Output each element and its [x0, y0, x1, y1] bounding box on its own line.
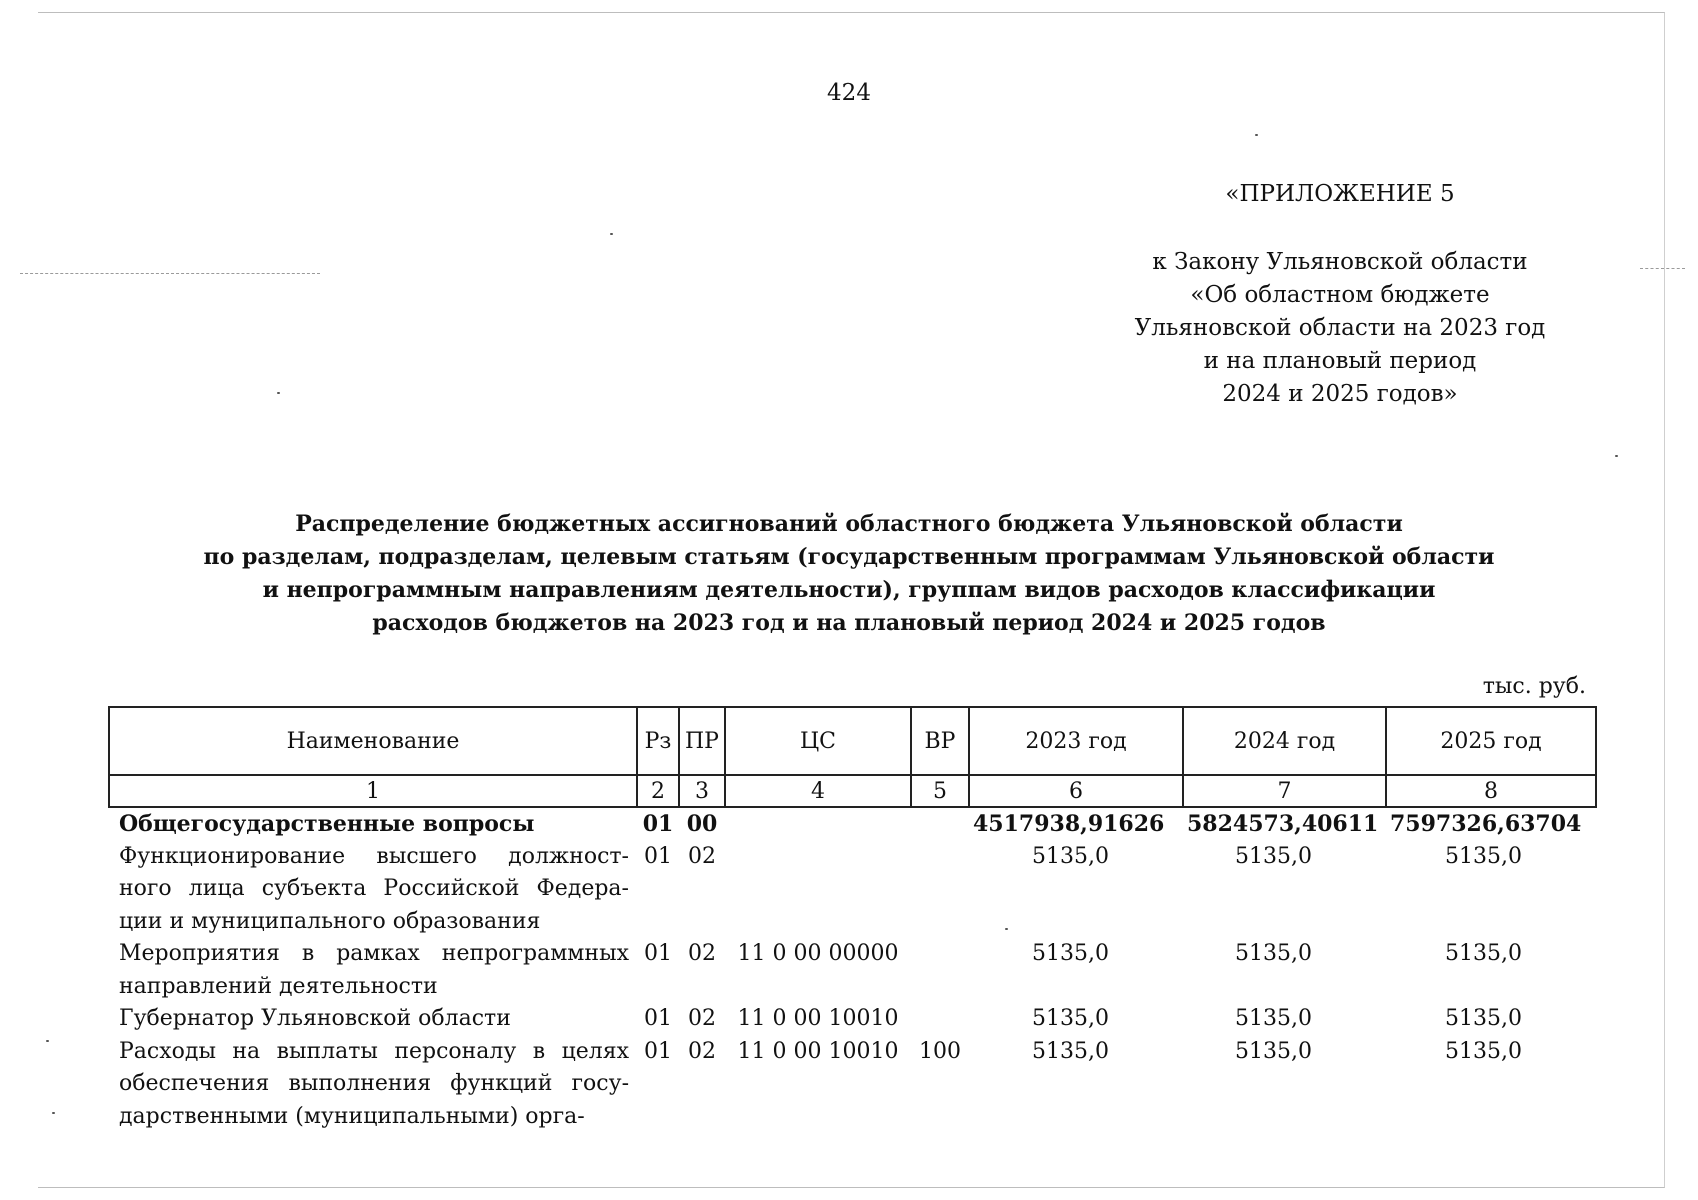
row-2025: 7597326,63704	[1390, 811, 1582, 837]
header-pr: ПР	[679, 707, 725, 775]
row-pr: 02	[688, 941, 716, 966]
appendix-subtitle-line: и на плановый период	[1203, 348, 1477, 374]
document-title-line: и непрограммным направлениям деятельности), группам видов расходов классификации	[262, 577, 1436, 603]
row-name: Функционирование высшего должност-ного лица субъекта Российской Федера-ции и муниципального образования	[119, 843, 629, 934]
column-number: 7	[1183, 775, 1386, 807]
scan-speck	[46, 1040, 49, 1042]
row-cs: 11 0 00 10010	[737, 1038, 899, 1064]
row-rz: 01	[644, 843, 672, 869]
scan-speck	[52, 1112, 55, 1114]
appendix-subtitle	[1100, 246, 1580, 411]
units-label: тыс. руб.	[1482, 674, 1586, 699]
row-pr: 00	[686, 811, 718, 837]
scan-speck	[277, 392, 280, 394]
row-2024: 5135,0	[1235, 1006, 1312, 1031]
document-title-line: расходов бюджетов на 2023 год и на плановый период 2024 и 2025 годов	[372, 610, 1326, 636]
row-2023: 5135,0	[1032, 1006, 1109, 1031]
row-cs: 11 0 00 10010	[737, 1006, 899, 1031]
table-header-row	[109, 707, 1596, 775]
row-2025: 5135,0	[1445, 941, 1522, 966]
column-number: 8	[1386, 775, 1596, 807]
row-2023: 5135,0	[1032, 843, 1109, 869]
header-rz: Рз	[637, 707, 679, 775]
row-2023: 5135,0	[1032, 941, 1109, 966]
row-name: Расходы на выплаты персоналу в целях обеспечения выполнения функций госу-дарственными (муниципальными) орга-	[119, 1038, 629, 1129]
row-cs	[725, 807, 911, 841]
row-vr: 100	[919, 1038, 961, 1064]
row-name: Общегосударственные вопросы	[119, 811, 535, 837]
scan-line-left	[20, 273, 320, 275]
row-rz: 01	[642, 811, 674, 837]
row-vr	[911, 807, 969, 841]
table-column-numbers-row	[109, 775, 1596, 807]
scan-line-right	[1640, 268, 1685, 270]
row-vr	[911, 1003, 969, 1036]
row-vr	[911, 938, 969, 1003]
row-name: Губернатор Ульяновской области	[119, 1006, 511, 1031]
scan-speck	[1615, 455, 1618, 457]
header-cs: ЦС	[725, 707, 911, 775]
row-2024: 5135,0	[1235, 843, 1312, 869]
document-title-line: Распределение бюджетных ассигнований областного бюджета Ульяновской области	[295, 511, 1403, 537]
document-title-line: по разделам, подразделам, целевым статьям (государственным программам Ульяновской области	[203, 544, 1495, 570]
column-number: 3	[679, 775, 725, 807]
row-name: Мероприятия в рамках непрограммных направлений деятельности	[119, 941, 629, 999]
table-row	[109, 938, 1596, 1003]
row-2025: 5135,0	[1445, 843, 1522, 869]
appendix-subtitle-line: 2024 и 2025 годов»	[1222, 381, 1458, 407]
scan-speck	[610, 233, 613, 235]
row-2024: 5135,0	[1235, 1038, 1312, 1064]
appendix-subtitle-line: Ульяновской области на 2023 год	[1134, 315, 1546, 341]
table-row	[109, 1036, 1596, 1134]
appendix-subtitle-line: «Об областном бюджете	[1190, 282, 1490, 308]
row-pr: 02	[688, 1038, 716, 1064]
row-2023: 5135,0	[1032, 1038, 1109, 1064]
row-2025: 5135,0	[1445, 1006, 1522, 1031]
row-rz: 01	[644, 941, 672, 966]
document-title	[0, 508, 1698, 640]
row-cs	[725, 841, 911, 939]
row-pr: 02	[688, 1006, 716, 1031]
row-2024: 5824573,40611	[1187, 811, 1379, 837]
page-number: 424	[827, 80, 871, 106]
scan-speck	[1005, 928, 1008, 930]
column-number: 2	[637, 775, 679, 807]
budget-table	[108, 706, 1597, 1133]
row-2023: 4517938,91626	[973, 811, 1165, 837]
row-vr	[911, 841, 969, 939]
row-2024: 5135,0	[1235, 941, 1312, 966]
header-2024: 2024 год	[1183, 707, 1386, 775]
row-cs: 11 0 00 00000	[737, 941, 899, 966]
table-row	[109, 807, 1596, 841]
table-row	[109, 1003, 1596, 1036]
column-number: 6	[969, 775, 1183, 807]
appendix-title: «ПРИЛОЖЕНИЕ 5	[1225, 181, 1455, 207]
header-2023: 2023 год	[969, 707, 1183, 775]
header-vr: ВР	[911, 707, 969, 775]
scan-speck	[1255, 134, 1258, 136]
header-name: Наименование	[109, 707, 637, 775]
header-2025: 2025 год	[1386, 707, 1596, 775]
table-row	[109, 841, 1596, 939]
appendix-subtitle-line: к Закону Ульяновской области	[1152, 249, 1528, 275]
column-number: 5	[911, 775, 969, 807]
row-rz: 01	[644, 1038, 672, 1064]
row-pr: 02	[688, 843, 716, 869]
row-rz: 01	[644, 1006, 672, 1031]
column-number: 4	[725, 775, 911, 807]
row-2025: 5135,0	[1445, 1038, 1522, 1064]
column-number: 1	[109, 775, 637, 807]
